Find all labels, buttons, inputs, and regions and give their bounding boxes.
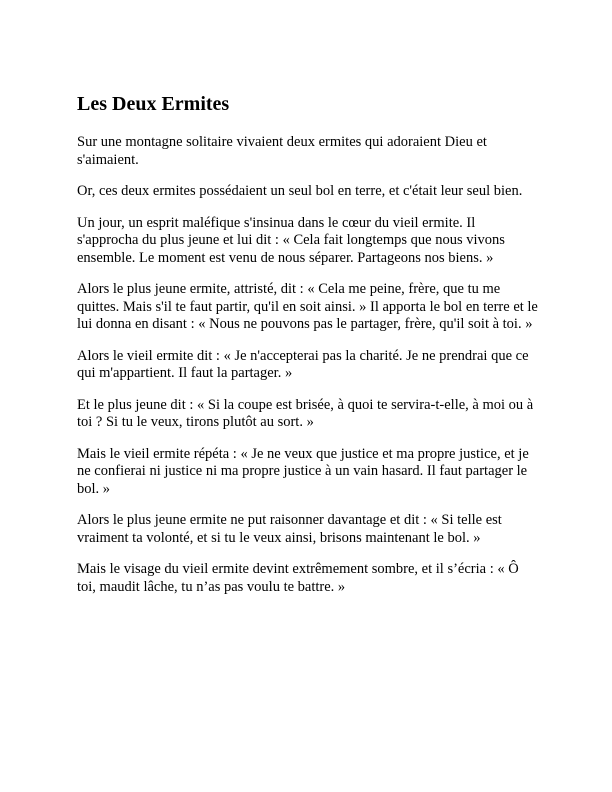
paragraph-9: Mais le visage du vieil ermite devint extrêmement sombre, et il s’écria : « Ô toi, maudit lâche, tu n’as pas voulu te battre. » xyxy=(77,561,519,595)
paragraph-7: Mais le vieil ermite répéta : « Je ne veux que justice et ma propre justice, et je ne confierai ni justice ni ma propre justice à un vain hasard. Il faut partager le bol. » xyxy=(77,445,529,497)
paragraph-4: Alors le plus jeune ermite, attristé, dit : « Cela me peine, frère, que tu me quittes. Mais s'il te faut partir, qu'il en soit ainsi. » Il apporta le bol en terre et le lui donna en disant : « Nous ne pouvons pas le partager, frère, qu'il soit à toi. » xyxy=(77,281,538,332)
paragraph-3: Un jour, un esprit maléfique s'insinua dans le cœur du vieil ermite. Il s'approcha du plus jeune et lui dit : « Cela fait longtemps que nous vivons ensemble. Le moment est venu de nous séparer. Partageons nos biens. » xyxy=(77,214,505,266)
paragraph-5: Alors le vieil ermite dit : « Je n'accepterai pas la charité. Je ne prendrai que ce qui m'appartient. Il faut la partager. » xyxy=(77,347,529,381)
document-page xyxy=(77,92,539,610)
paragraph-8: Alors le plus jeune ermite ne put raisonner davantage et dit : « Si telle est vraiment ta volonté, et si tu le veux ainsi, brisons maintenant le bol. » xyxy=(77,512,502,546)
paragraph-2: Or, ces deux ermites possédaient un seul bol en terre, et c'était leur seul bien. xyxy=(77,183,523,199)
paragraph-1: Sur une montagne solitaire vivaient deux ermites qui adoraient Dieu et s'aimaient. xyxy=(77,134,487,168)
paragraph-6: Et le plus jeune dit : « Si la coupe est brisée, à quoi te servira-t-elle, à moi ou à toi ? Si tu le veux, tirons plutôt au sort. » xyxy=(77,396,534,430)
document-title: Les Deux Ermites xyxy=(77,93,230,115)
